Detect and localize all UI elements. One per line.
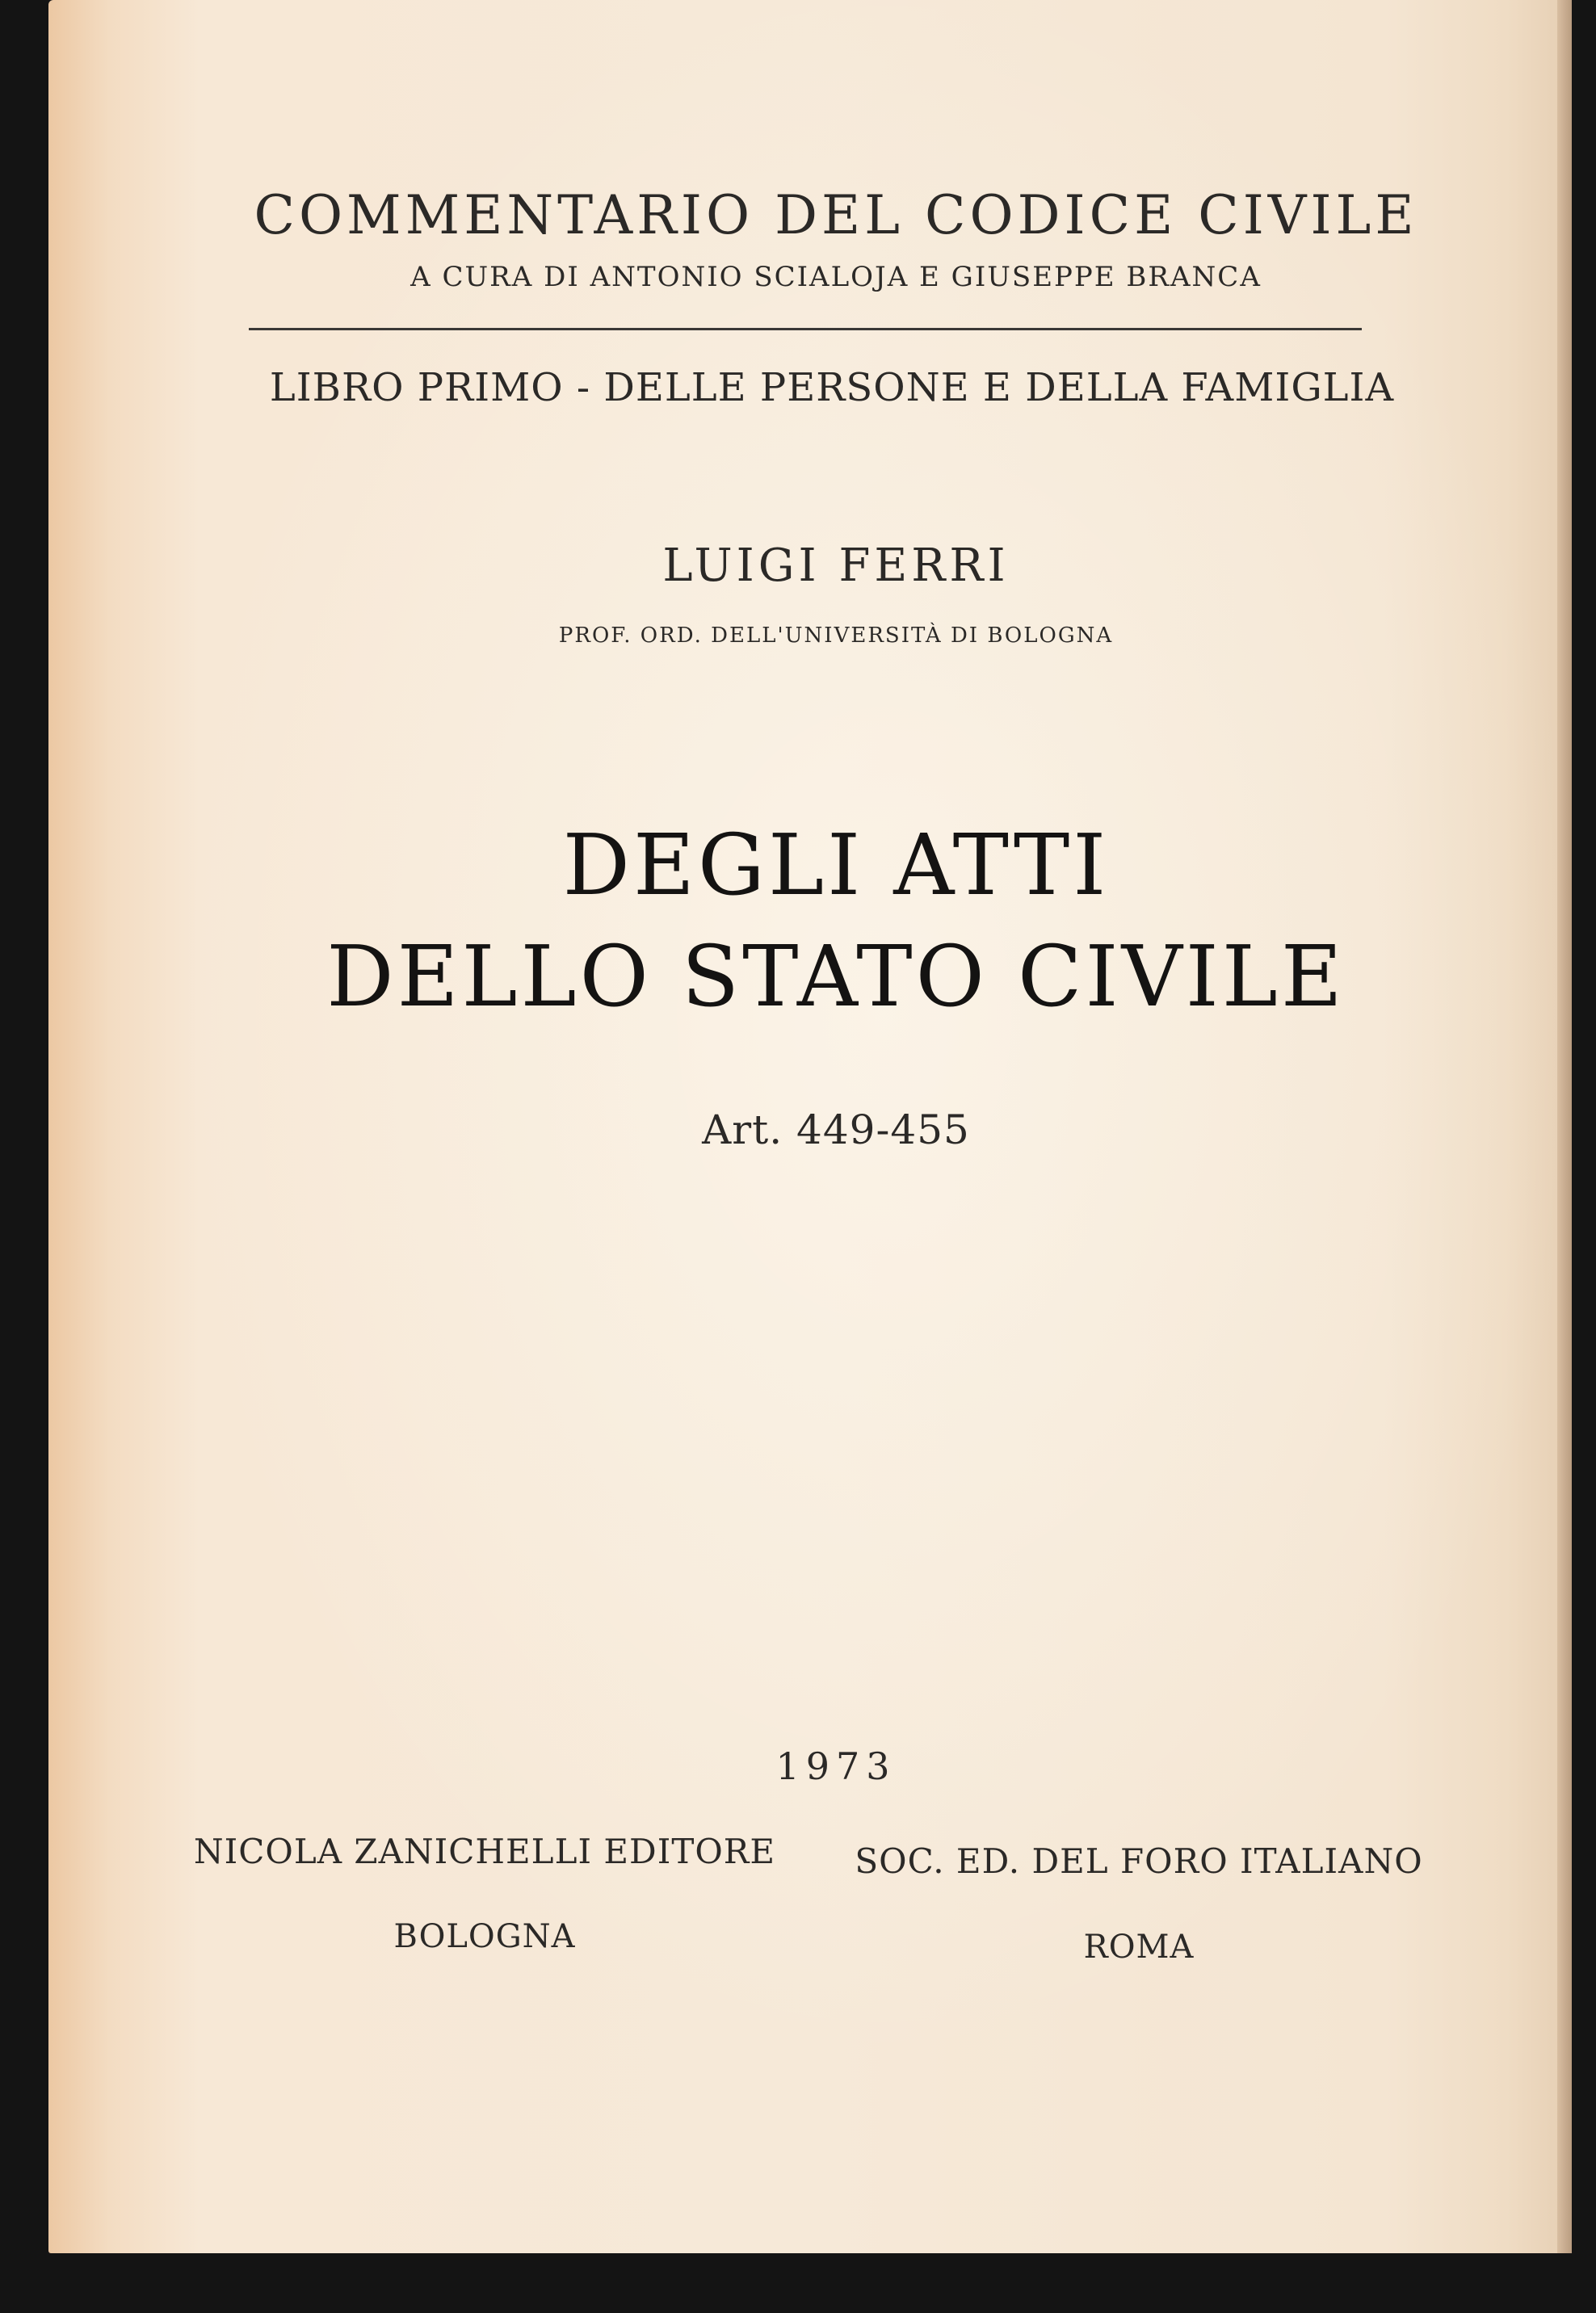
publisher-city-right: ROMA — [1083, 1929, 1195, 1966]
main-title-line-1: DEGLI ATTI — [562, 816, 1110, 914]
editors-line: A CURA DI ANTONIO SCIALOJA E GIUSEPPE BRANCA — [410, 261, 1262, 293]
main-title-line-2: DELLO STATO CIVILE — [326, 927, 1346, 1026]
horizontal-rule — [249, 328, 1362, 330]
book-part-heading: LIBRO PRIMO - DELLE PERSONE E DELLA FAMIGLIA — [269, 365, 1395, 410]
publisher-name-left: NICOLA ZANICHELLI EDITORE — [193, 1832, 776, 1871]
article-range: Art. 449-455 — [702, 1106, 970, 1153]
page-edge-shadow — [1557, 0, 1572, 2253]
title-page — [48, 0, 1567, 2253]
author-name: LUIGI FERRI — [662, 539, 1010, 592]
publication-year: 1973 — [775, 1744, 897, 1788]
publisher-city-left: BOLOGNA — [393, 1918, 576, 1955]
series-title: COMMENTARIO DEL CODICE CIVILE — [254, 184, 1418, 246]
publisher-name-right: SOC. ED. DEL FORO ITALIANO — [855, 1841, 1423, 1881]
author-affiliation: PROF. ORD. DELL'UNIVERSITÀ DI BOLOGNA — [558, 623, 1114, 648]
